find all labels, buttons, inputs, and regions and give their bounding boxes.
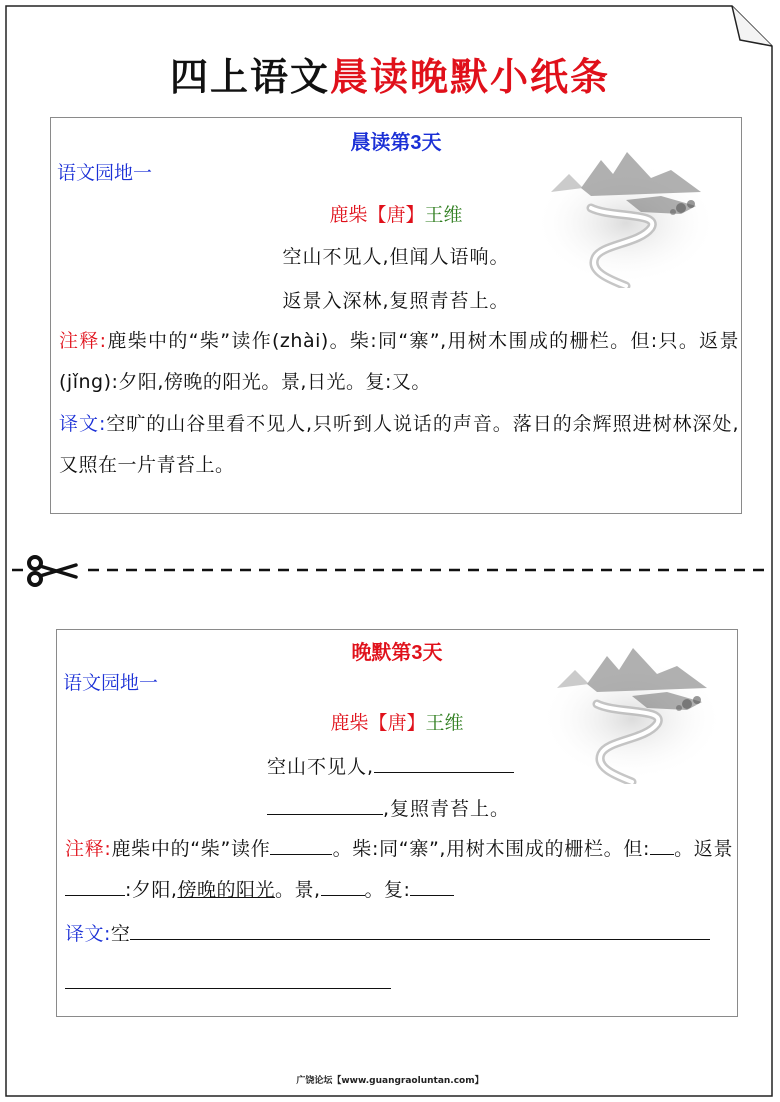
fill-blank[interactable] [374,754,514,773]
evening-header: 晚默第3天 [351,642,443,664]
note-label: 注释: [59,330,107,352]
fill-blank[interactable] [130,921,710,940]
poem-title-text: 鹿柴 [330,712,369,734]
title-red-part: 晨读晚默小纸条 [330,55,611,99]
note-text: 鹿柴中的“柴”读作 [111,838,271,860]
note-text-underlined: 傍晚的阳光 [177,879,275,901]
poem-dynasty: 【唐】 [368,712,426,734]
fill-blank[interactable] [270,836,332,855]
fill-blank[interactable] [65,970,391,989]
note-text: 。返景 [673,838,734,860]
morning-header: 晨读第3天 [350,132,442,154]
fill-blank[interactable] [267,796,383,815]
page-title [0,46,780,101]
poem-author: 王维 [424,204,463,226]
note-text: 。柴:同“寨”,用树木围成的栅栏。但: [332,838,650,860]
cut-line-divider [12,567,768,573]
morning-poem-line-1: 空山不见人,但闻人语响。 [282,246,510,268]
footer-source: 广饶论坛【www.guangraoluntan.com】 [296,1076,484,1086]
poem-title-text: 鹿柴 [329,204,368,226]
morning-section-label: 语文园地一 [57,162,153,184]
note-text: :夕阳, [125,879,178,901]
fill-blank[interactable] [65,877,125,896]
morning-reading-card [50,117,742,514]
fill-blank[interactable] [321,877,365,896]
poem-author: 王维 [425,712,464,734]
evening-poem-title [57,708,737,735]
fill-blank[interactable] [650,836,674,855]
evening-translation [65,914,733,955]
evening-poem-line-2 [267,794,510,821]
note-text: 。景, [274,879,321,901]
morning-poem-line-2: 返景入深林,复照青苔上。 [282,290,510,312]
title-black-part: 四上语文 [169,55,330,99]
morning-note [59,321,739,403]
translation-text: 空旷的山谷里看不见人,只听到人说话的声音。落日的余辉照进树林深处,又照在一片青苔上。 [59,413,739,476]
translation-start: 空 [110,923,131,945]
translation-label: 译文: [59,413,106,435]
morning-translation [59,404,739,486]
morning-poem-title [51,200,741,227]
translation-label: 译文: [65,923,111,945]
evening-poem-line-1 [267,752,514,779]
line2-suffix: ,复照青苔上。 [383,798,511,820]
evening-section-label: 语文园地一 [63,672,159,694]
fill-blank[interactable] [410,877,454,896]
evening-note [65,829,733,911]
note-text: 鹿柴中的“柴”读作(zhài)。柴:同“寨”,用树木围成的栅栏。但:只。返景(jǐng):夕阳,傍晚的阳光。景,日光。复:又。 [59,330,739,393]
note-text: 。复: [364,879,411,901]
poem-dynasty: 【唐】 [367,204,425,226]
evening-recitation-card [56,629,738,1017]
note-label: 注释: [65,838,112,860]
scissors-icon [24,555,80,587]
line1-prefix: 空山不见人, [267,756,375,778]
